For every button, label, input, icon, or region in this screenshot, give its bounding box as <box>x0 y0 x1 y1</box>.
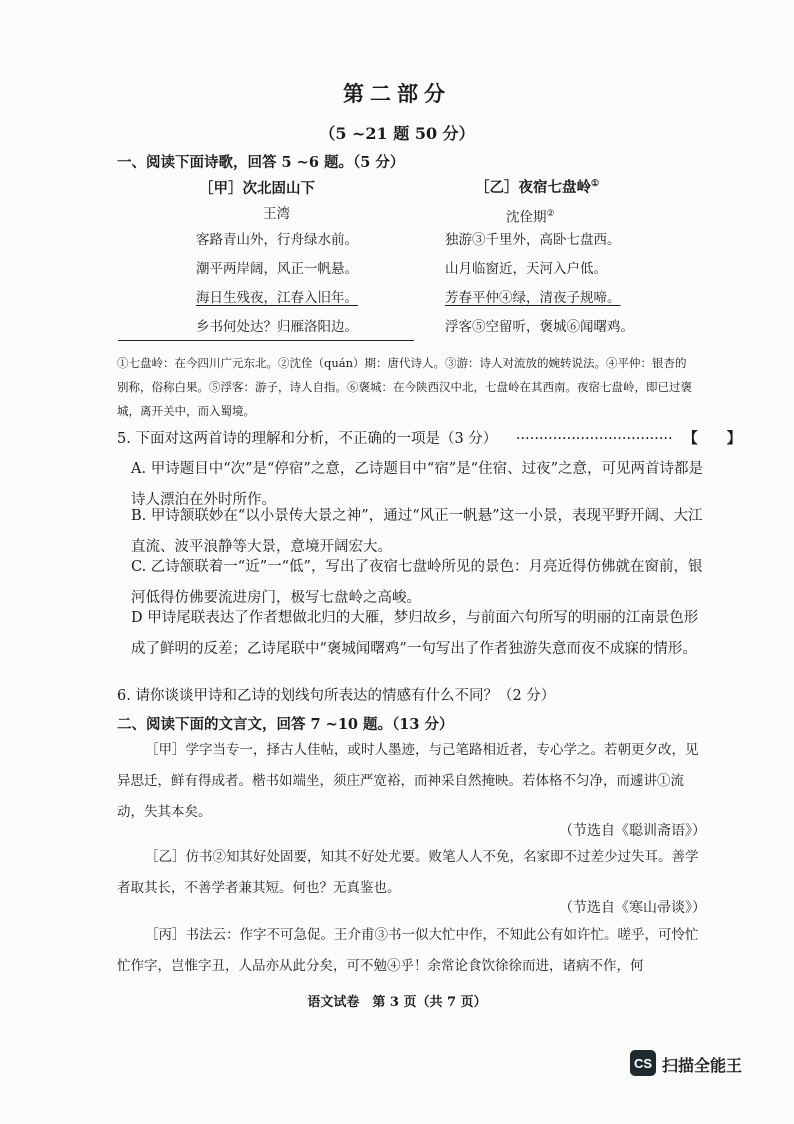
camscanner-logo-icon: CS <box>630 1050 656 1076</box>
poem-a-line: 潮平两岸阔，风正一帆悬。 <box>196 261 358 277</box>
notes-divider <box>118 340 414 341</box>
answer-bracket: 【 】 <box>683 430 742 447</box>
poem-b-line: 独游③千里外，高卧七盘西。 <box>445 232 621 248</box>
poem-a-title: ［甲］次北固山下 <box>199 180 315 197</box>
camscanner-label: 扫描全能王 <box>662 1056 743 1075</box>
question-5-option-a: A. 甲诗题目中“次”是“停宿”之意，乙诗题目中“宿”是“住宿、过夜”之意，可见两首诗都是诗人漂泊在外时所作。 <box>131 461 703 508</box>
page-subtitle: （5 ~21 题 50 分） <box>319 124 475 143</box>
poem-b-line: 山月临窗近，天河入户低。 <box>445 261 607 277</box>
poem-a-underlined-line: 海日生残夜，江春入旧年。 <box>196 290 358 306</box>
classical-text-c: ［丙］书法云：作字不可急促。王介甫③书一似大忙中作，不知此公有如许忙。嗟乎，可怜忙忙作字，岂惟字丑，人品亦从此分矣，可不勉④乎！余常论食饮徐徐而进，诸病不作，何 <box>117 927 699 974</box>
classical-text-b: ［乙］仿书②知其好处固要，知其不好处尤要。败笔人人不免，名家即不过差少过失耳。善学者取其长，不善学者兼其短。何也？无真鉴也。 <box>117 849 699 896</box>
question-5-option-b: B. 甲诗颔联妙在“以小景传大景之神”，通过“风正一帆悬”这一小景，表现平野开阔、大江直流、波平浪静等大景，意境开阔宏大。 <box>131 508 703 555</box>
question-5-stem: 5. 下面对这两首诗的理解和分析，不正确的一项是（3 分） ·································· 【 】 <box>117 430 742 447</box>
poem-b-body <box>445 226 634 342</box>
source-b: （节选自《寒山帚谈》） <box>559 900 706 916</box>
question-5-option-c: C. 乙诗颔联着一“近”一“低”，写出了夜宿七盘岭所见的景色：月亮近得仿佛就在窗前，银河低得仿佛要流进房门，极写七盘岭之高峻。 <box>131 559 703 606</box>
poem-a-author: 王湾 <box>263 206 290 222</box>
section2-heading: 二、阅读下面的文言文，回答 7 ~10 题。（13 分） <box>117 716 454 733</box>
poem-b-underlined-line: 芳春平仲④绿，清夜子规啼。 <box>445 290 621 306</box>
poem-b-line: 浮客⑤空留听，褒城⑥闻曙鸡。 <box>445 319 634 335</box>
poem-a-line: 乡书何处达？归雁洛阳边。 <box>196 319 358 335</box>
source-a: （节选自《聪训斋语》） <box>559 823 706 839</box>
poem-b-author: 沈佺期② <box>506 209 555 226</box>
classical-text-a: ［甲］学字当专一，择古人佳帖，或时人墨迹，与己笔路相近者，专心学之。若朝更夕改，见异思迁，鲜有得成者。楷书如端坐，须庄严宽裕，而神采自然掩映。若体格不匀净，而遽讲①流动，失其本矣。 <box>117 742 699 820</box>
poem-a-line: 客路青山外，行舟绿水前。 <box>196 232 358 248</box>
page-footer: 语文试卷 第 3 页（共 7 页） <box>307 995 487 1010</box>
section1-heading: 一、阅读下面诗歌，回答 5 ~6 题。（5 分） <box>117 154 405 171</box>
question-5-option-d: D 甲诗尾联表达了作者想做北归的大雁，梦归故乡，与前面六句所写的明丽的江南景色形成了鲜明的反差；乙诗尾联中“褒城闻曙鸡”一句写出了作者独游失意而夜不成寐的情形。 <box>131 610 699 657</box>
question-6-stem: 6. 请你谈谈甲诗和乙诗的划线句所表达的情感有什么不同？（2 分） <box>117 688 556 704</box>
poem-a-body <box>196 226 358 342</box>
page-title: 第二部分 <box>343 81 451 106</box>
poem-b-title: ［乙］夜宿七盘岭① <box>475 179 600 196</box>
poem-notes: ①七盘岭：在今四川广元东北。②沈佺（quán）期：唐代诗人。③游：诗人对流放的婉转说法。④平仲：银杏的别称，俗称白果。⑤浮客：游子，诗人自指。⑥褒城：在今陕西汉中北，七盘岭在其西南。夜宿七盘岭，即已过褒城，离开关中，而入蜀境。 <box>117 356 692 418</box>
